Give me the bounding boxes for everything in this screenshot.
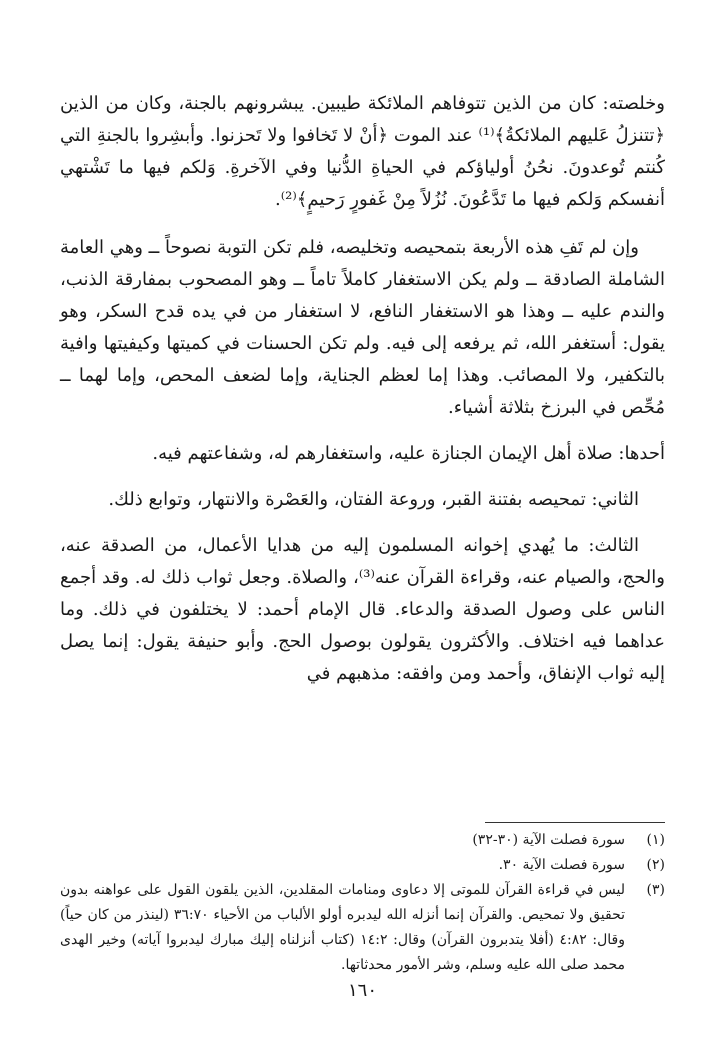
footnote-number: (١) (646, 832, 665, 848)
paragraph-3: أحدها: صلاة أهل الإيمان الجنازة عليه، واستغفارهم له، وشفاعتهم فيه. (152, 443, 665, 464)
footnote-item (60, 878, 665, 978)
footnote-item (60, 853, 665, 878)
footnotes (60, 828, 665, 978)
footnote-divider (485, 822, 665, 823)
paragraph-1: وخلصته: كان من الذين تتوفاهم الملائكة طيبين. يبشرونهم بالجنة، وكان من الذين ﴿تتنزلُ عَليهم الملائكةُ﴾⁽¹⁾ عند الموت ﴿أنْ لا تَخافوا ولا تَحزنوا. وأبشِروا بالجنةِ التي كُنتم تُوعدونَ. نحُنُ أولياؤكم في الحياةِ الدُّنيا وفي الآخرةِ. وَلكم فيها ما تَشْتهي أنفسكم وَلكم فيها ما تَدَّعُونَ. نُزُلاً مِنْ غَفورٍ رَحيمٍ﴾⁽²⁾. (60, 93, 665, 210)
footnote-item (60, 828, 665, 853)
footnote-text: ليس في قراءة القرآن للموتى إلا دعاوى ومنامات المقلدين، الذين يلقون القول على عواهنه بدون تحقيق ولا تمحيص. والقرآن إنما أنزله الله ليدبره أولو الألباب من الأحياء ٣٦:٧٠ (لينذر من كان حياً) وقال: ٤:٨٢ (أفلا يتدبرون القرآن) وقال: ١٤:٢ (كتاب أنزلناه إليك مبارك ليدبروا آياته) وخير الهدى محمد صلى الله عليه وسلم، وشر الأمور محدثاتها. (60, 882, 626, 973)
footnote-number: (٢) (646, 857, 665, 873)
main-text (60, 88, 665, 704)
footnote-text: سورة فصلت الآية (٣٠-٣٢) (472, 832, 625, 848)
page-number: ١٦٠ (347, 980, 377, 1001)
paragraph-4: الثاني: تمحيصه بفتنة القبر، وروعة الفتان، والعَصْرة والانتهار، وتوابع ذلك. (108, 489, 639, 510)
paragraph-2: وإن لم تَفِ هذه الأربعة بتمحيصه وتخليصه، فلم تكن التوبة نصوحاً ــ وهي العامة الشاملة الصادقة ــ ولم يكن الاستغفار كاملاً تاماً ــ وهو المصحوب بمفارقة الذنب، والندم عليه ــ وهذا هو الاستغفار النافع، لا استغفار من في يده قدح السكر، وهو يقول: أستغفر الله، ثم يرفعه إلى فيه. ولم تكن الحسنات في كميتها وكيفيتها وافية بالتكفير، ولا المصائب. وهذا إما لعظم الجناية، وإما لضعف المحص، وإما لهما ــ مُحِّص في البرزخ بثلاثة أشياء. (60, 237, 665, 418)
footnote-number: (٣) (646, 882, 665, 898)
footnote-text: سورة فصلت الآية ٣٠. (498, 857, 625, 873)
paragraph-5: الثالث: ما يُهدي إخوانه المسلمون إليه من هدايا الأعمال، من الصدقة عنه، والحج، والصيام عنه، وقراءة القرآن عنه⁽³⁾، والصلاة. وجعل ثواب ذلك له. وقد أجمع الناس على وصول الصدقة والدعاء. قال الإمام أحمد: لا يختلفون في ذلك. وما عداهما فيه اختلاف. والأكثرون يقولون بوصول الحج. وأبو حنيفة يقول: إنما يصل إليه ثواب الإنفاق، وأحمد ومن وافقه: مذهبهم في (60, 535, 665, 684)
